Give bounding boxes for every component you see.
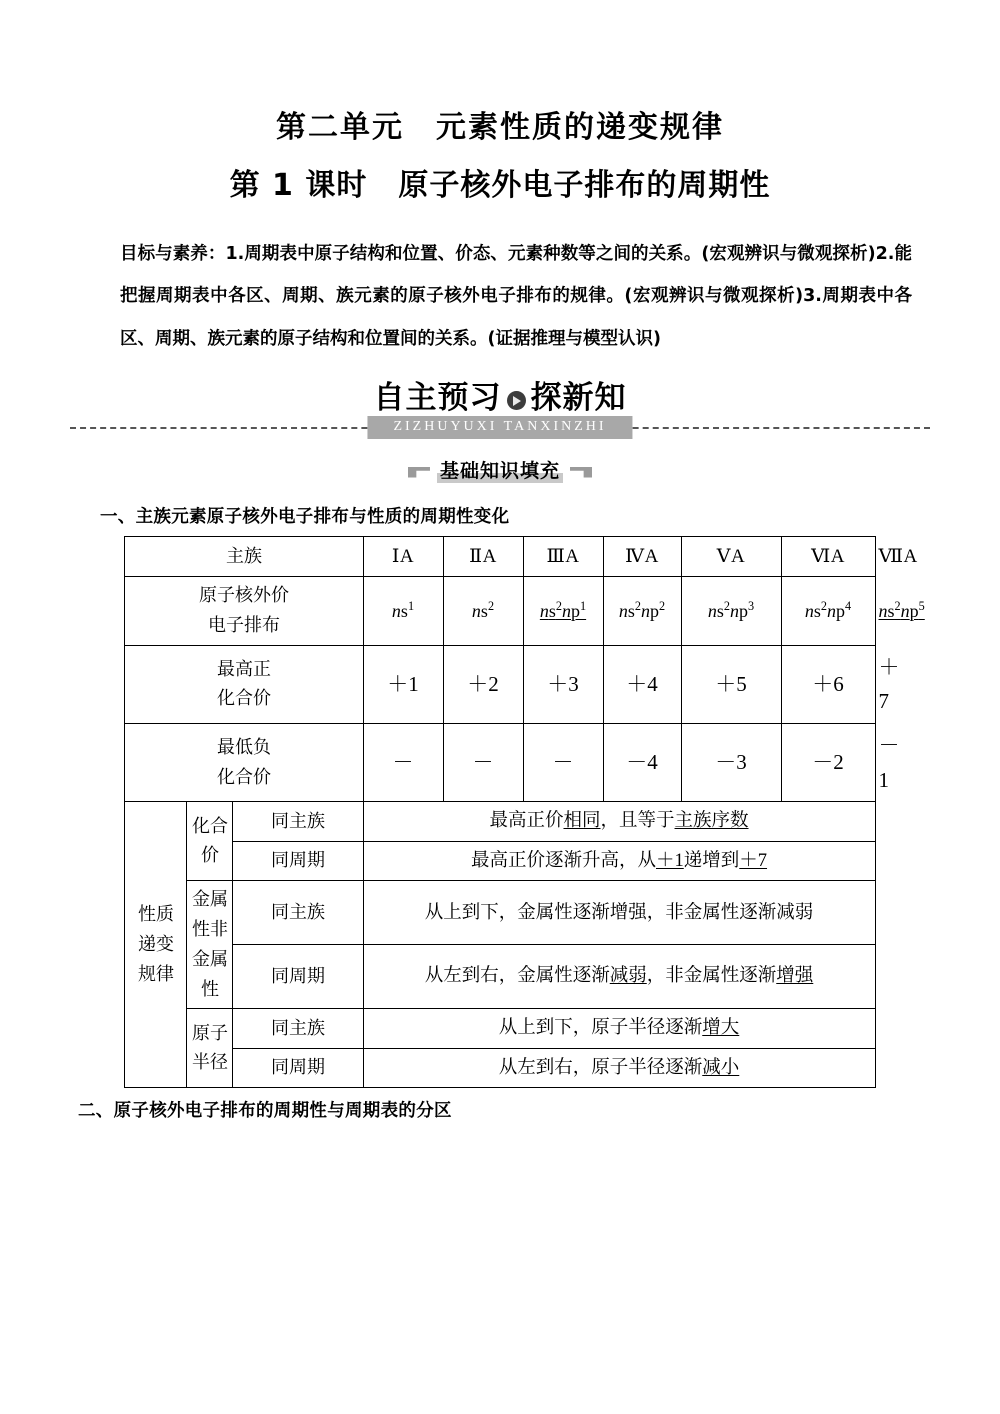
config-cell-2: $ns^2$ [443,577,523,645]
table-row-trend-1 [125,802,875,842]
circle-right-arrow-icon [507,391,526,410]
max-positive-value-6: ＋6 [781,645,875,723]
subsection-chip [408,461,592,483]
table-body [125,537,925,1088]
trend-text-2-0: 从上到下，原子半径逐渐增大 [363,1009,875,1049]
table-row-config: 原子核外价 电子排布 $ns^1$ $ns^2$ $ns^2np^1$ $ns^2np^2$ $ns^2np^3$ $ns^2np^4$ $ns^2np^5$ [125,577,875,645]
group-header-1: ⅠA [363,537,443,577]
trend-category-name-0: 化合 价 [187,802,233,881]
max-positive-label-line1: 最高正 [216,658,271,679]
trend-scope-2-1: 同周期 [233,1048,363,1088]
banner-left-text: 自主预习 [373,380,502,417]
min-negative-value-3: － [523,724,603,802]
trend-scope-1-1: 同周期 [233,945,363,1009]
banner-title [70,380,930,417]
min-negative-label [125,724,363,802]
trend-text-0-0: 最高正价相同，且等于主族序数 [363,802,875,842]
max-positive-label-line2: 化合价 [216,688,271,709]
trend-scope-0-1: 同周期 [233,841,363,881]
min-negative-value-6: －2 [781,724,875,802]
config-row-label [125,577,363,645]
table-row-trend-5 [125,1009,875,1049]
group-header-4: ⅣA [603,537,681,577]
group-header-2: ⅡA [443,537,523,577]
section-banner [70,380,930,447]
max-positive-value-1: ＋1 [363,645,443,723]
max-positive-value-2: ＋2 [443,645,523,723]
trend-text-2-1: 从左到右，原子半径逐渐减小 [363,1048,875,1088]
trend-text-0-1: 最高正价逐渐升高，从＋1递增到＋7 [363,841,875,881]
max-positive-value-5: ＋5 [681,645,781,723]
table-row-min-negative: 最低负 化合价 － － － －4 －3 －2 －1 [125,724,875,802]
trend-block-label: 性质 递变 规律 [125,802,187,1088]
config-cell-5: $ns^2np^3$ [681,577,781,645]
min-negative-label-line2: 化合价 [216,766,271,787]
subsection-chip-label: 基础知识填充 [437,461,563,483]
table-row-trend-2 [125,841,875,881]
banner-right-text: 探新知 [530,380,627,417]
max-positive-value-4: ＋4 [603,645,681,723]
group-header-5: ⅤA [681,537,781,577]
banner-pinyin: ZIZHUYUXI TANXINZHI [367,416,632,439]
trend-scope-0-0: 同主族 [233,802,363,842]
group-header-3: ⅢA [523,537,603,577]
lesson-title: 第 1 课时 原子核外电子排布的周期性 [229,167,771,203]
section-heading-one: 一、主族元素原子核外电子排布与性质的周期性变化 [100,507,510,528]
table-row-trend-6 [125,1048,875,1088]
config-cell-1: $ns^1$ [363,577,443,645]
min-negative-value-4: －4 [603,724,681,802]
config-cell-6: $ns^2np^4$ [781,577,875,645]
min-negative-label-line1: 最低负 [216,737,271,758]
subsection-chip-wrap [70,461,930,491]
group-header-6: ⅥA [781,537,875,577]
trend-category-name-1: 金属 性非 金属 性 [187,881,233,1009]
min-negative-value-2: － [443,724,523,802]
trend-scope-2-0: 同主族 [233,1009,363,1049]
min-negative-value-5: －3 [681,724,781,802]
trend-scope-1-0: 同主族 [233,881,363,945]
max-positive-value-3: ＋3 [523,645,603,723]
bracket-right-icon [570,467,592,478]
config-label-line1: 原子核外价 [198,585,289,606]
trend-category-name-2: 原子 半径 [187,1009,233,1088]
config-label-line2: 电子排布 [207,615,280,636]
unit-title: 第二单元 元素性质的递变规律 [276,110,724,145]
table-row-trend-3 [125,881,875,945]
trend-text-1-0: 从上到下，金属性逐渐增强，非金属性逐渐减弱 [363,881,875,945]
table-row-trend-4 [125,945,875,1009]
config-cell-3: $ns^2np^1$ [523,577,603,645]
header-row-label: 主族 [125,537,363,577]
bracket-left-icon [408,467,430,478]
config-cell-4: $ns^2np^2$ [603,577,681,645]
table-row-header: 主族 ⅠA ⅡA ⅢA ⅣA ⅤA ⅥA ⅦA [125,537,875,577]
title-block [70,0,930,207]
table-row-max-positive: 最高正 化合价 ＋1 ＋2 ＋3 ＋4 ＋5 ＋6 ＋7 [125,645,875,723]
section-heading-two: 二、原子核外电子排布的周期性与周期表的分区 [78,1101,452,1122]
trend-text-1-1: 从左到右，金属性逐渐减弱，非金属性逐渐增强 [363,945,875,1009]
max-positive-label [125,645,363,723]
objectives-paragraph: 目标与素养：1.周期表中原子结构和位置、价态、元素种数等之间的关系。(宏观辨识与微观探析)2.能把握周期表中各区、周期、族元素的原子核外电子排布的规律。(宏观辨识与微观探析)3.周期表中各区、周期、族元素的原子结构和位置间的关系。(证据推理与模型认识) [120,243,912,350]
periodic-trends-table [124,536,925,1088]
min-negative-value-1: － [363,724,443,802]
